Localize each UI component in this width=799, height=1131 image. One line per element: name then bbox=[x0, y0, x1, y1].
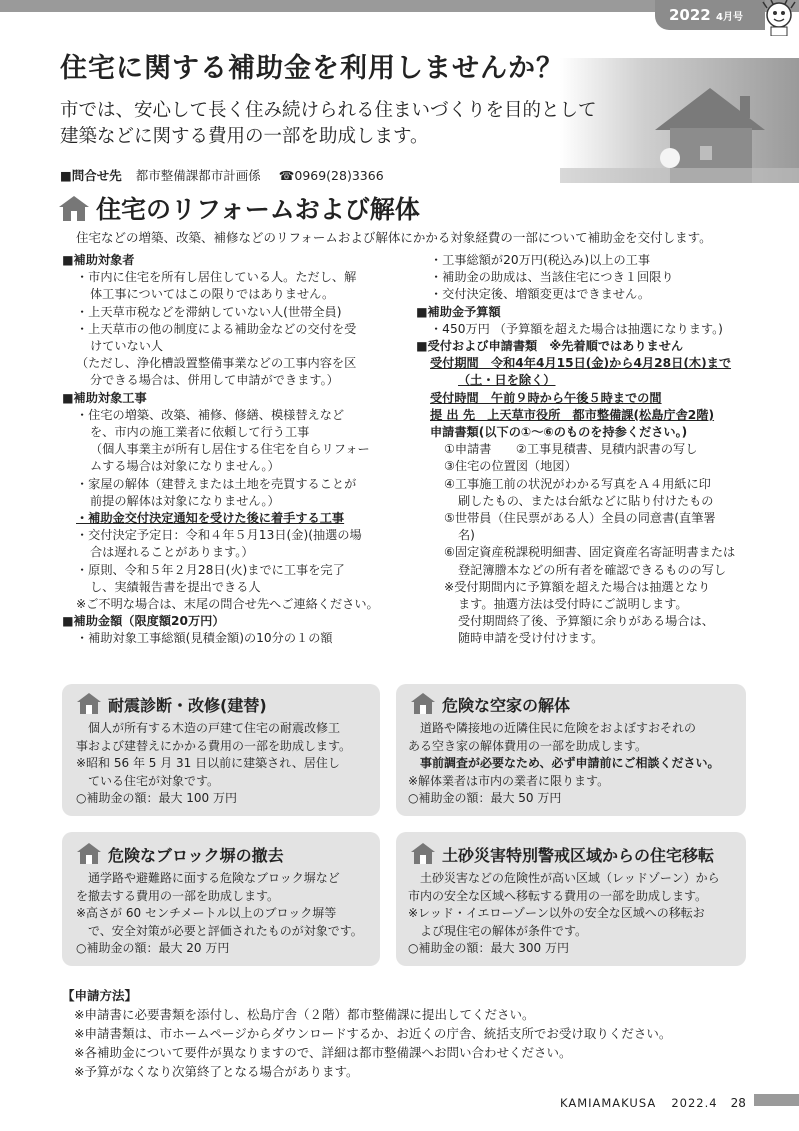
text-line: ・上天草市税などを滞納していない人(世帯全員) bbox=[76, 304, 342, 319]
house-icon bbox=[410, 842, 436, 864]
reform-right-column bbox=[416, 252, 756, 648]
text-line: ・家屋の解体（建替えまたは土地を売買することが bbox=[76, 476, 357, 491]
reform-title: 住宅のリフォームおよび解体 bbox=[96, 195, 420, 224]
box-text bbox=[408, 870, 720, 958]
text-line: ・補助金の助成は、当該住宅につき１回限り bbox=[430, 270, 674, 285]
box-heading bbox=[76, 692, 267, 716]
box-line: ○補助金の額：最大 300 万円 bbox=[408, 941, 570, 955]
box-line: ○補助金の額：最大 20 万円 bbox=[76, 941, 230, 955]
box-title: 危険な空家の解体 bbox=[442, 696, 571, 715]
reform-heading bbox=[58, 190, 420, 226]
text-line: ・住宅の増築、改築、補修、修繕、模様替えなど bbox=[76, 407, 345, 422]
box-line: ※解体業者は市内の業者に限ります。 bbox=[408, 773, 610, 788]
application-line: ※申請書類は、市ホームページからダウンロードするか、お近くの庁舎、統括支所でお受け取りください。 bbox=[74, 1026, 672, 1041]
text-line: 受付時間 午前９時から午後５時までの間 bbox=[430, 390, 662, 405]
box-title: 危険なブロック塀の撤去 bbox=[108, 846, 284, 865]
text-line: 合は遅れることがあります。） bbox=[90, 545, 254, 560]
box-line: ている住宅が対象です。 bbox=[76, 773, 220, 788]
text-line: ・補助金交付決定通知を受けた後に着手する工事 bbox=[76, 511, 345, 526]
text-line: 前提の解体は対象になりません。） bbox=[90, 493, 280, 508]
text-line: ・原則、令和５年２月28日(火)までに工事を完了 bbox=[76, 562, 345, 577]
footer bbox=[560, 1092, 746, 1111]
footer-bar bbox=[754, 1094, 799, 1106]
text-line: 登記簿謄本などの所有者を確認できるものの写し bbox=[458, 562, 727, 577]
text-line: 提 出 先 上天草市役所 都市整備課(松島庁舎2階) bbox=[430, 407, 715, 422]
text-line: ■補助金額（限度額20万円） bbox=[62, 614, 225, 629]
box-line: 市内の安全な区域へ移転する費用の一部を助成します。 bbox=[408, 888, 708, 903]
box-line: を撤去する費用の一部を助成します。 bbox=[76, 888, 280, 903]
house-icon bbox=[410, 692, 436, 714]
text-line: ・450万円 （予算額を超えた場合は抽選になります。) bbox=[430, 321, 723, 336]
text-line: 刷したもの、または台紙などに貼り付けたもの bbox=[458, 493, 714, 508]
footer-issue: 2022.4 bbox=[671, 1096, 718, 1110]
box-line: 事および建替えにかかる費用の一部を助成します。 bbox=[76, 738, 352, 753]
box-text bbox=[76, 870, 363, 958]
contact-line bbox=[60, 166, 384, 184]
box-line: ※昭和 56 年 5 月 31 日以前に建築され、居住し bbox=[76, 756, 340, 770]
box-line: ※レッド・イエローゾーン以外の安全な区域への移転お bbox=[408, 906, 705, 920]
box-block-wall bbox=[62, 832, 380, 966]
box-line: 事前調査が必要なため、必ず申請前にご相談ください。 bbox=[408, 756, 720, 770]
text-line: （個人事業主が所有し居住する住宅を自らリフォー bbox=[90, 442, 370, 457]
box-vacant-house bbox=[396, 684, 746, 816]
box-title: 耐震診断・改修(建替) bbox=[108, 696, 267, 715]
text-line: ③住宅の位置図（地図） bbox=[444, 459, 577, 474]
application-method bbox=[62, 986, 671, 1081]
contact-dept: 都市整備課都市計画係 bbox=[135, 168, 261, 183]
footer-magazine: KAMIAMAKUSA bbox=[560, 1096, 657, 1110]
mascot-icon bbox=[759, 0, 799, 36]
page-number: 28 bbox=[730, 1096, 746, 1110]
text-line: 体工事についてはこの限りではありません。 bbox=[90, 287, 335, 302]
text-line: ・工事総額が20万円(税込み)以上の工事 bbox=[430, 253, 651, 267]
text-line: ※受付期間内に予算額を超えた場合は抽選となり bbox=[444, 579, 711, 594]
house-icon bbox=[76, 842, 102, 864]
contact-label: ■問合せ先 bbox=[60, 168, 122, 183]
text-line: （ただし、浄化槽設置整備事業などの工事内容を区 bbox=[76, 356, 357, 371]
text-line: 随時申請を受け付けます。 bbox=[458, 631, 604, 646]
contact-phone: ☎0969(28)3366 bbox=[278, 168, 384, 183]
issue-month: 4月号 bbox=[715, 12, 743, 23]
text-line: （土・日を除く） bbox=[458, 373, 556, 388]
box-line: 土砂災害などの危険性が高い区域（レッドゾーン）から bbox=[408, 871, 720, 885]
application-line: ※申請書に必要書類を添付し、松島庁舎（２階）都市整備課に提出してください。 bbox=[74, 1007, 535, 1022]
box-line: ※高さが 60 センチメートル以上のブロック塀等 bbox=[76, 906, 337, 920]
text-line: ■補助対象工事 bbox=[62, 390, 147, 405]
text-line: 受付期間終了後、予算額に余りがある場合は、 bbox=[458, 614, 714, 629]
application-line: ※予算がなくなり次第終了となる場合があります。 bbox=[74, 1064, 359, 1079]
lead-line: 市では、安心して長く住み続けられる住まいづくりを目的として bbox=[60, 100, 597, 121]
text-line: ■補助対象者 bbox=[62, 253, 135, 267]
lead-text bbox=[60, 98, 597, 150]
text-line: 受付期間 令和4年4月15日(金)から4月28日(木)まで bbox=[430, 356, 732, 371]
box-text bbox=[76, 720, 351, 808]
text-line: ④工事施工前の状況がわかる写真をＡ４用紙に印 bbox=[444, 476, 711, 491]
text-line: 分できる場合は、併用して申請ができます。） bbox=[90, 373, 339, 388]
text-line: 申請書類(以下の①～⑥のものを持参ください。) bbox=[430, 425, 688, 440]
box-line: 道路や隣接地の近隣住民に危険をおよぼすおそれの bbox=[408, 721, 697, 735]
box-relocation bbox=[396, 832, 746, 966]
text-line: ムする場合は対象になりません。） bbox=[90, 459, 280, 474]
text-line: し、実績報告書を提出できる人 bbox=[90, 579, 261, 594]
box-line: 個人が所有する木造の戸建て住宅の耐震改修工 bbox=[76, 721, 341, 735]
text-line: ・交付決定予定日：令和４年５月13日(金)(抽選の場 bbox=[76, 528, 362, 543]
box-heading bbox=[410, 692, 570, 716]
text-line: ・市内に住宅を所有し居住している人。ただし、解 bbox=[76, 270, 357, 285]
box-heading bbox=[76, 842, 284, 866]
text-line: ・上天草市の他の制度による補助金などの交付を受 bbox=[76, 321, 357, 336]
box-line: で、安全対策が必要と評価されたものが対象です。 bbox=[76, 923, 363, 938]
text-line: ■受付および申請書類 ※先着順ではありません bbox=[416, 339, 684, 354]
text-line: ⑤世帯員（住民票がある人）全員の同意書(直筆署 bbox=[444, 511, 716, 526]
text-line: けていない人 bbox=[90, 339, 164, 354]
text-line: を、市内の施工業者に依頼して行う工事 bbox=[90, 425, 310, 440]
box-text bbox=[408, 720, 720, 808]
box-line: よび現住宅の解体が条件です。 bbox=[408, 923, 588, 938]
text-line: ※ご不明な場合は、末尾の問合せ先へご連絡ください。 bbox=[76, 597, 379, 612]
box-title: 土砂災害特別警戒区域からの住宅移転 bbox=[442, 846, 715, 865]
reform-left-column bbox=[62, 252, 402, 648]
house-icon bbox=[58, 195, 90, 221]
issue-year: 2022 bbox=[669, 6, 711, 24]
house-icon bbox=[76, 692, 102, 714]
text-line: ・補助対象工事総額(見積金額)の10分の１の額 bbox=[76, 631, 333, 646]
reform-description: 住宅などの増築、改築、補修などのリフォームおよび解体にかかる対象経費の一部について補助金を交付します。 bbox=[76, 230, 712, 245]
application-heading: 【申請方法】 bbox=[62, 988, 138, 1003]
text-line: ■補助金予算額 bbox=[416, 304, 501, 319]
text-line: ⑥固定資産税課税明細書、固定資産名寄証明書または bbox=[444, 545, 736, 560]
box-seismic bbox=[62, 684, 380, 816]
text-line: 名) bbox=[458, 528, 475, 543]
box-line: 通学路や避難路に面する危険なブロック塀など bbox=[76, 871, 340, 885]
issue-tab bbox=[655, 0, 765, 30]
box-line: ○補助金の額：最大 50 万円 bbox=[408, 791, 562, 805]
lead-line: 建築などに関する費用の一部を助成します。 bbox=[60, 126, 429, 147]
application-line: ※各補助金について要件が異なりますので、詳細は都市整備課へお問い合わせください。 bbox=[74, 1045, 572, 1060]
box-heading bbox=[410, 842, 714, 866]
text-line: ・交付決定後、増額変更はできません。 bbox=[430, 287, 651, 302]
box-line: ある空き家の解体費用の一部を助成します。 bbox=[408, 738, 648, 753]
text-line: ます。抽選方法は受付時にご説明します。 bbox=[458, 597, 688, 612]
box-line: ○補助金の額：最大 100 万円 bbox=[76, 791, 238, 805]
text-line: ①申請書 ②工事見積書、見積内訳書の写し bbox=[444, 442, 698, 457]
page-title: 住宅に関する補助金を利用しませんか？ bbox=[60, 53, 564, 84]
